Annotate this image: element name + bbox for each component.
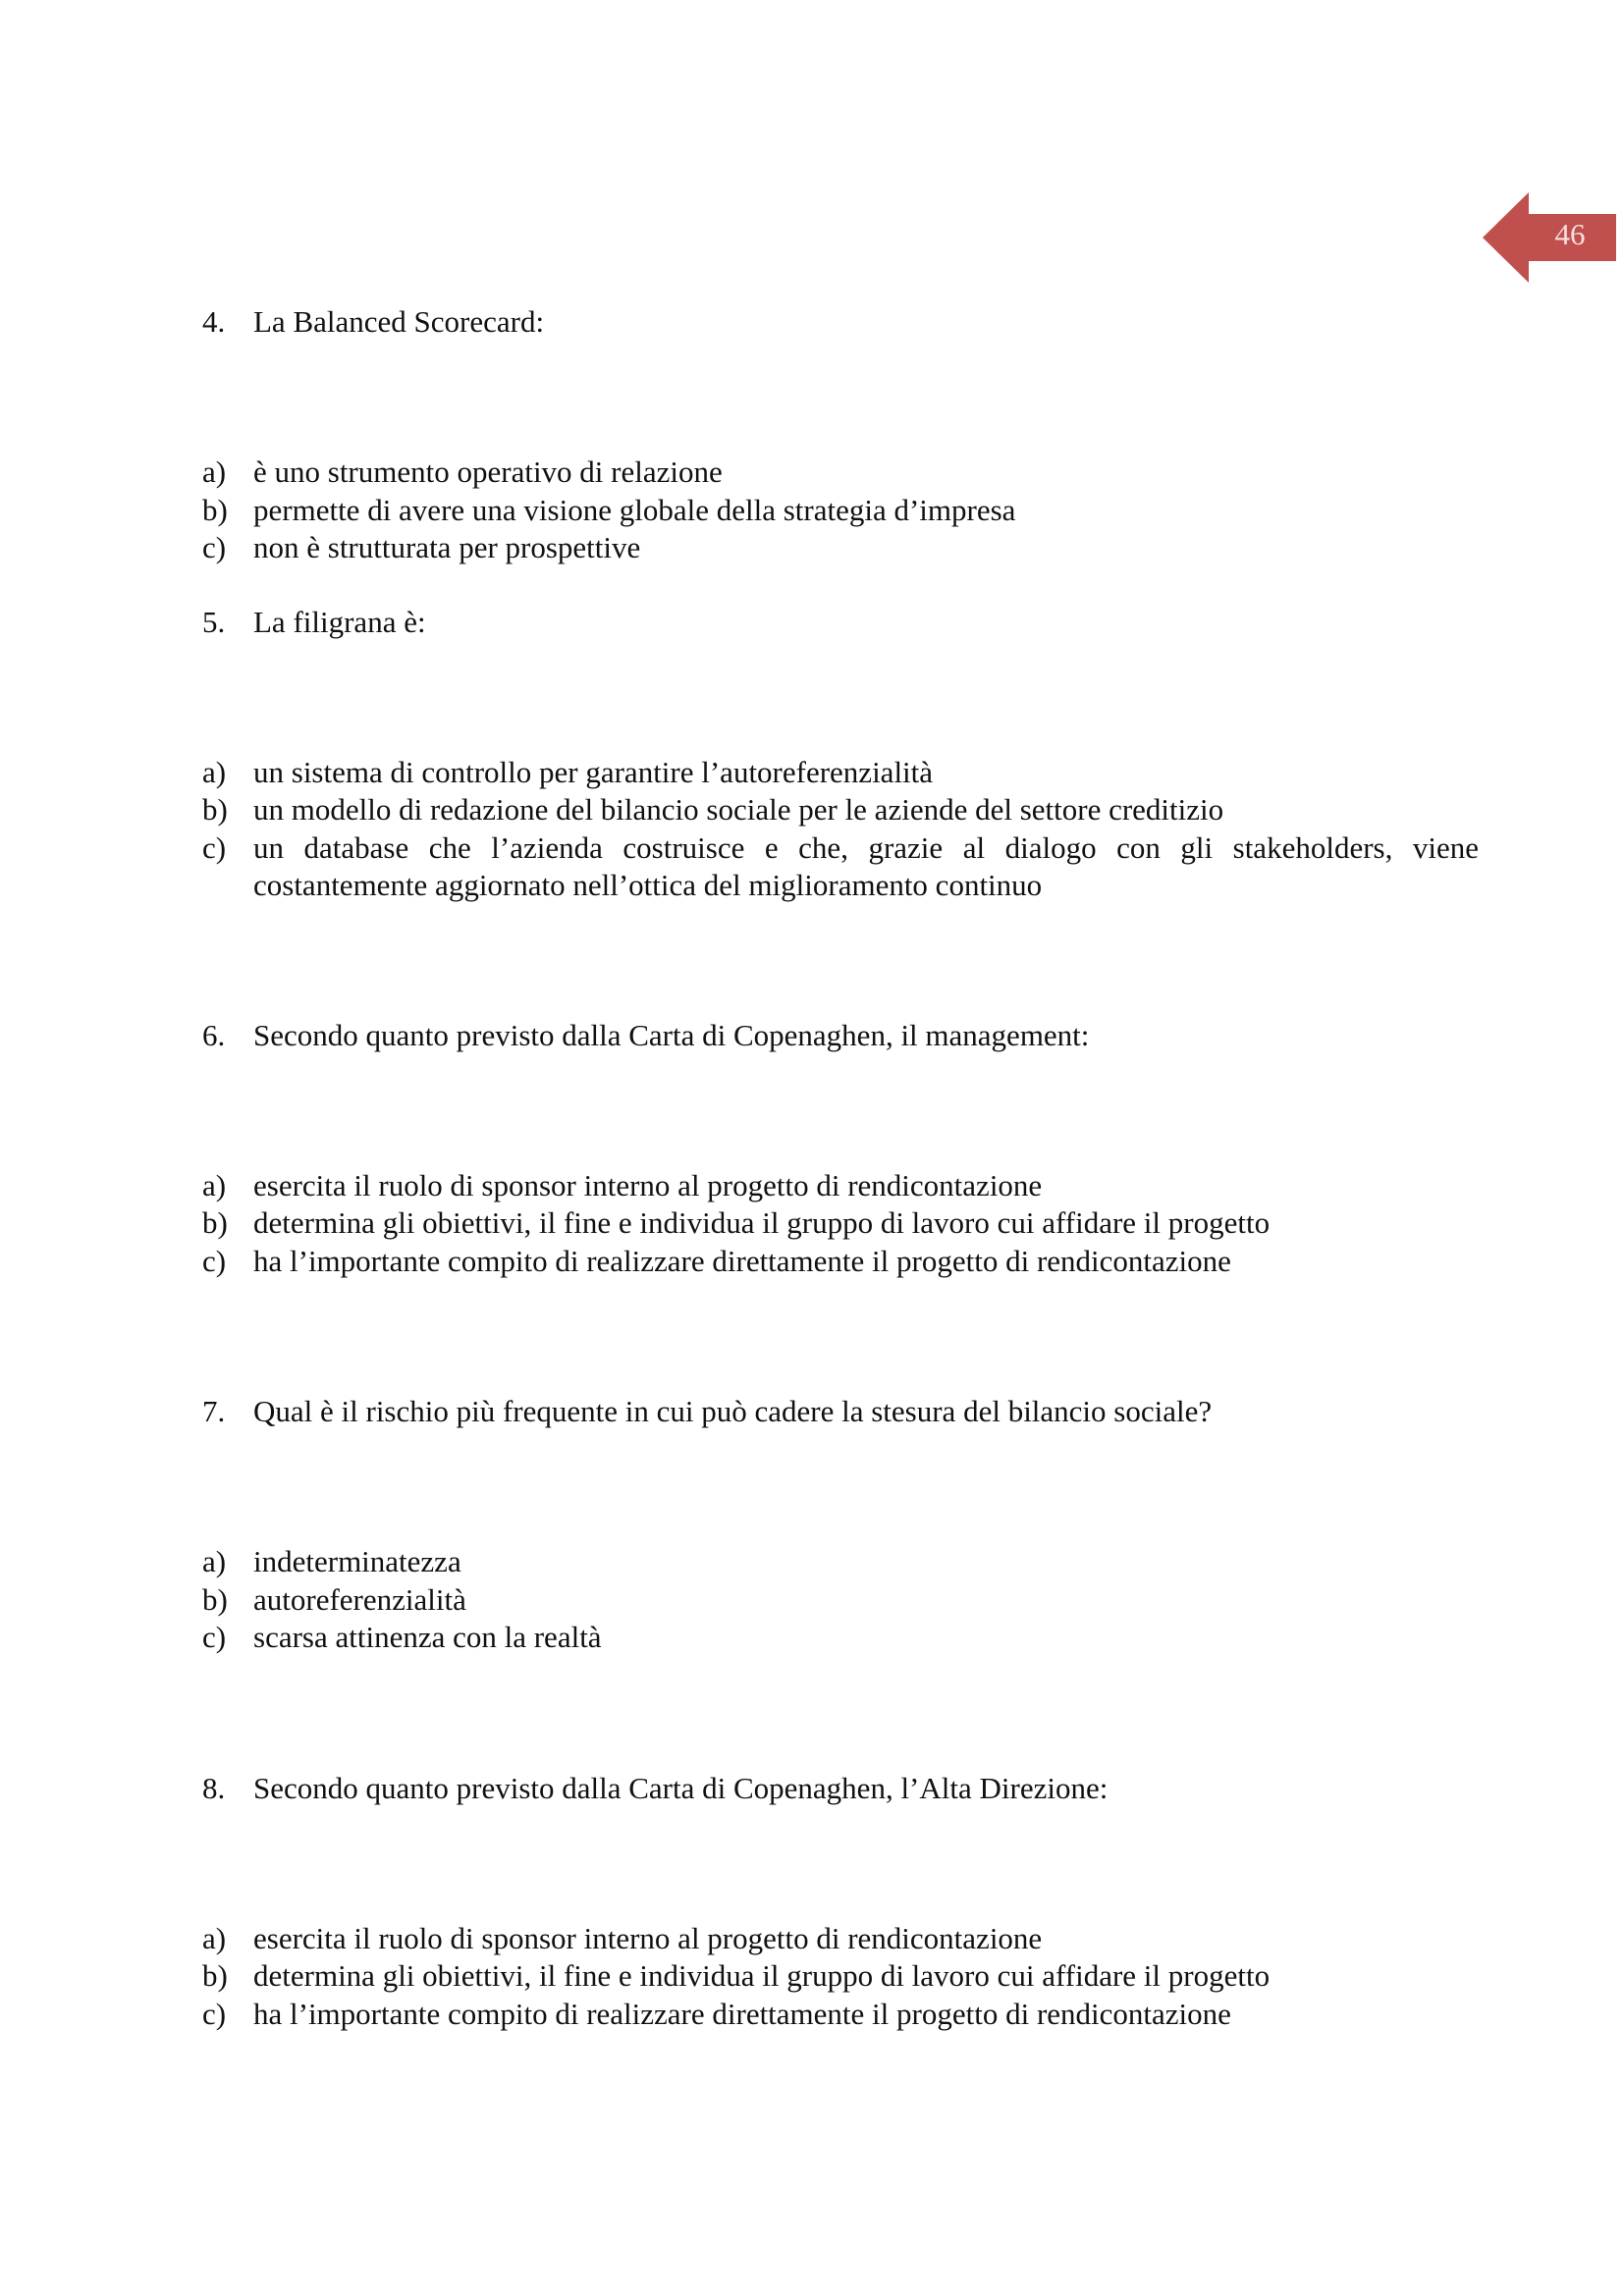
question-number: 6. [202,1017,226,1052]
option-text: esercita il ruolo di sponsor interno al progetto di rendicontazione [253,1167,1043,1202]
question-text: La Balanced Scorecard: [253,304,545,339]
question-text: Qual è il rischio più frequente in cui può cadere la stesura del bilancio sociale? [253,1394,1213,1428]
option-letter: b) [202,792,228,827]
options-list [202,1920,1479,2034]
option-text: scarsa attinenza con la realtà [253,1620,602,1654]
question-text: Secondo quanto previsto dalla Carta di Copenaghen, l’Alta Direzione: [253,1770,1109,1805]
question-8 [202,1770,1479,1807]
option-letter: b) [202,1958,228,1993]
option-letter: b) [202,1205,228,1240]
question-text: Secondo quanto previsto dalla Carta di Copenaghen, il management: [253,1017,1090,1052]
option-text: un modello di redazione del bilancio sociale per le aziende del settore creditizio [253,792,1224,827]
option-text: indeterminatezza [253,1544,461,1578]
option-b [202,1957,1479,1996]
option-letter: c) [202,1620,227,1654]
question-number: 5. [202,604,226,639]
option-letter: c) [202,530,227,564]
options-list [202,1167,1479,1281]
option-a [202,754,1479,792]
option-c [202,529,1479,567]
option-letter: a) [202,754,227,789]
question-number: 8. [202,1770,226,1805]
option-a [202,1543,1479,1581]
question-number: 7. [202,1394,226,1428]
option-c [202,829,1479,905]
option-letter: b) [202,492,228,527]
option-letter: a) [202,1544,227,1578]
option-text: determina gli obiettivi, il fine e individua il gruppo di lavoro cui affidare il progetto [253,1958,1271,1993]
option-text: un database che l’azienda costruisce e che, grazie al dialogo con gli stakeholders, viene costantemente aggiornato nell’ottica del miglioramento continuo [253,829,1479,902]
option-text: determina gli obiettivi, il fine e individua il gruppo di lavoro cui affidare il progetto [253,1205,1271,1240]
option-b [202,1581,1479,1620]
option-text: non è strutturata per prospettive [253,530,641,564]
options-list [202,1543,1479,1657]
option-b [202,1204,1479,1243]
option-text: è uno strumento operativo di relazione [253,454,723,489]
option-c [202,1996,1479,2034]
options-list [202,754,1479,905]
option-letter: a) [202,1167,227,1202]
option-a [202,1167,1479,1205]
option-text: permette di avere una visione globale della strategia d’impresa [253,492,1016,527]
page-number: 46 [1554,217,1586,251]
option-text: esercita il ruolo di sponsor interno al progetto di rendicontazione [253,1920,1043,1955]
question-6 [202,1017,1479,1054]
question-number: 4. [202,304,226,339]
quiz-content [202,303,1479,2033]
option-text: autoreferenzialità [253,1581,466,1617]
options-list [202,454,1479,567]
option-letter: a) [202,1920,227,1955]
option-text: un sistema di controllo per garantire l’autoreferenzialità [253,754,934,789]
option-text: ha l’importante compito di realizzare direttamente il progetto di rendicontazione [253,1243,1231,1278]
question-text: La filigrana è: [253,604,426,639]
option-c [202,1243,1479,1281]
option-a [202,1920,1479,1958]
option-b [202,791,1479,829]
option-letter: c) [202,1243,227,1278]
option-text: ha l’importante compito di realizzare direttamente il progetto di rendicontazione [253,1996,1231,2031]
option-letter: b) [202,1581,228,1617]
question-7 [202,1393,1479,1430]
question-4 [202,303,1479,341]
option-letter: a) [202,454,227,489]
option-a [202,454,1479,492]
page-number-badge [1483,190,1618,285]
option-c [202,1619,1479,1657]
question-5 [202,604,1479,641]
option-letter: c) [202,1996,227,2031]
option-b [202,492,1479,530]
option-letter: c) [202,829,227,865]
